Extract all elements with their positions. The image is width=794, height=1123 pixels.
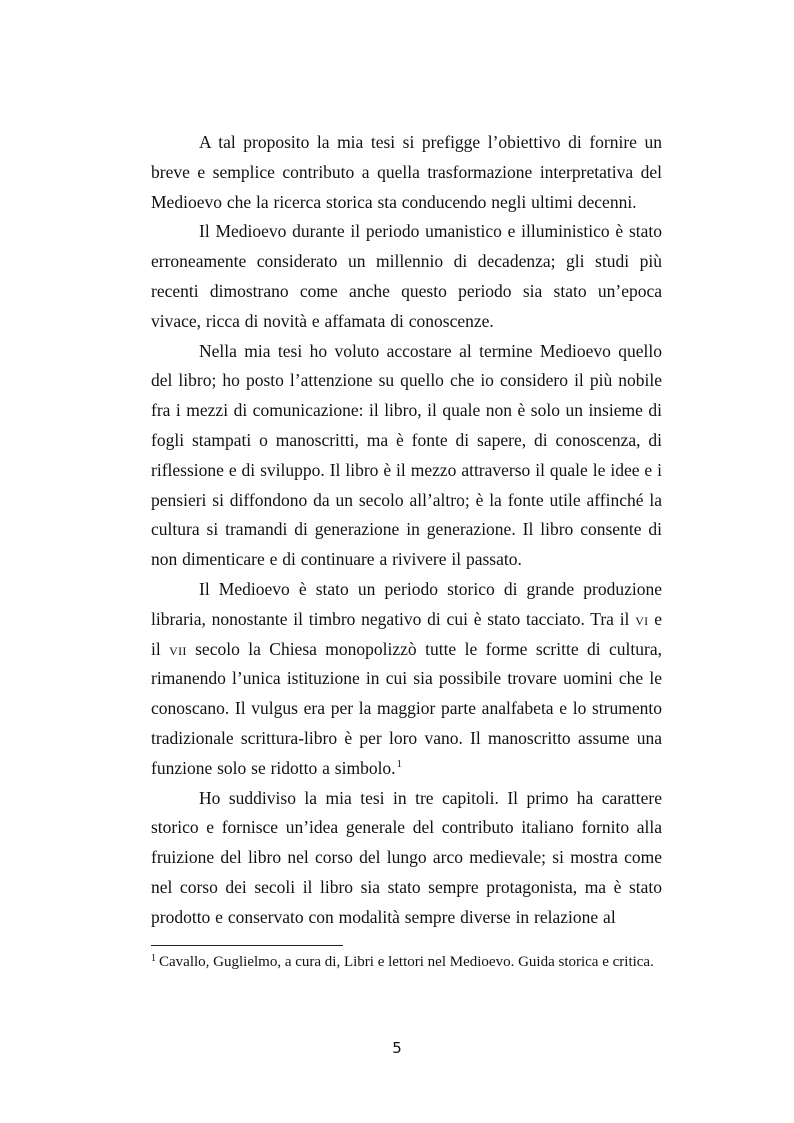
paragraph-4 — [151, 575, 662, 784]
paragraph-2: Il Medioevo durante il periodo umanistico e illuministico è stato erroneamente considerato un millennio di decadenza; gli studi più recenti dimostrano come anche questo periodo sia stato un’epoca vivace, ricca di novità e affamata di conoscenze. — [151, 221, 662, 331]
paragraph-5: Ho suddiviso la mia tesi in tre capitoli. Il primo ha carattere storico e fornisce un’idea generale del contributo italiano fornito alla fruizione del libro nel corso del lungo arco medievale; si mostra come nel corso dei secoli il libro sia stato sempre protagonista, ma è stato prodotto e conservato con modalità sempre diverse in relazione al — [151, 787, 662, 927]
footnote-number: 1 — [151, 953, 156, 964]
page-number: 5 — [392, 1039, 402, 1057]
footnote-text: Cavallo, Guglielmo, a cura di, Libri e lettori nel Medioevo. Guida storica e critica. — [159, 954, 654, 970]
paragraph-1: A tal proposito la mia tesi si prefigge l’obiettivo di fornire un breve e semplice contributo a quella trasformazione interpretativa del Medioevo che la ricerca storica sta conducendo negli ultimi decenni. — [151, 132, 662, 212]
century-vii: vii — [169, 638, 187, 659]
footnote-separator — [151, 945, 343, 946]
paragraph-4-text-c: secolo la Chiesa monopolizzò tutte le forme scritte di cultura, rimanendo l’unica istituzione in cui sia possibile trovare uomini che le conoscano. Il vulgus era per la maggior parte analfabeta e lo strumento tradizionale scrittura-libro è per loro vano. Il manoscritto assume una funzione solo se ridotto a simbolo. — [151, 638, 662, 778]
footnote — [151, 952, 662, 972]
century-vi: vi — [635, 608, 649, 629]
body-text — [151, 128, 662, 933]
paragraph-3: Nella mia tesi ho voluto accostare al termine Medioevo quello del libro; ho posto l’attenzione su quello che io considero il più nobile fra i mezzi di comunicazione: il libro, il quale non è solo un insieme di fogli stampati o manoscritti, ma è fonte di sapere, di conoscenza, di riflessione e di sviluppo. Il libro è il mezzo attraverso il quale le idee e i pensieri si diffondono da un secolo all’altro; è la fonte utile affinché la cultura si tramandi di generazione in generazione. Il libro consente di non dimenticare e di continuare a rivivere il passato. — [151, 340, 662, 570]
paragraph-4-text-b: e il — [151, 608, 662, 659]
paragraph-4-text-a: Il Medioevo è stato un periodo storico di grande produzione libraria, nonostante il timbro negativo di cui è stato tacciato. Tra il — [151, 578, 662, 629]
footnote-reference[interactable]: 1 — [396, 758, 402, 770]
